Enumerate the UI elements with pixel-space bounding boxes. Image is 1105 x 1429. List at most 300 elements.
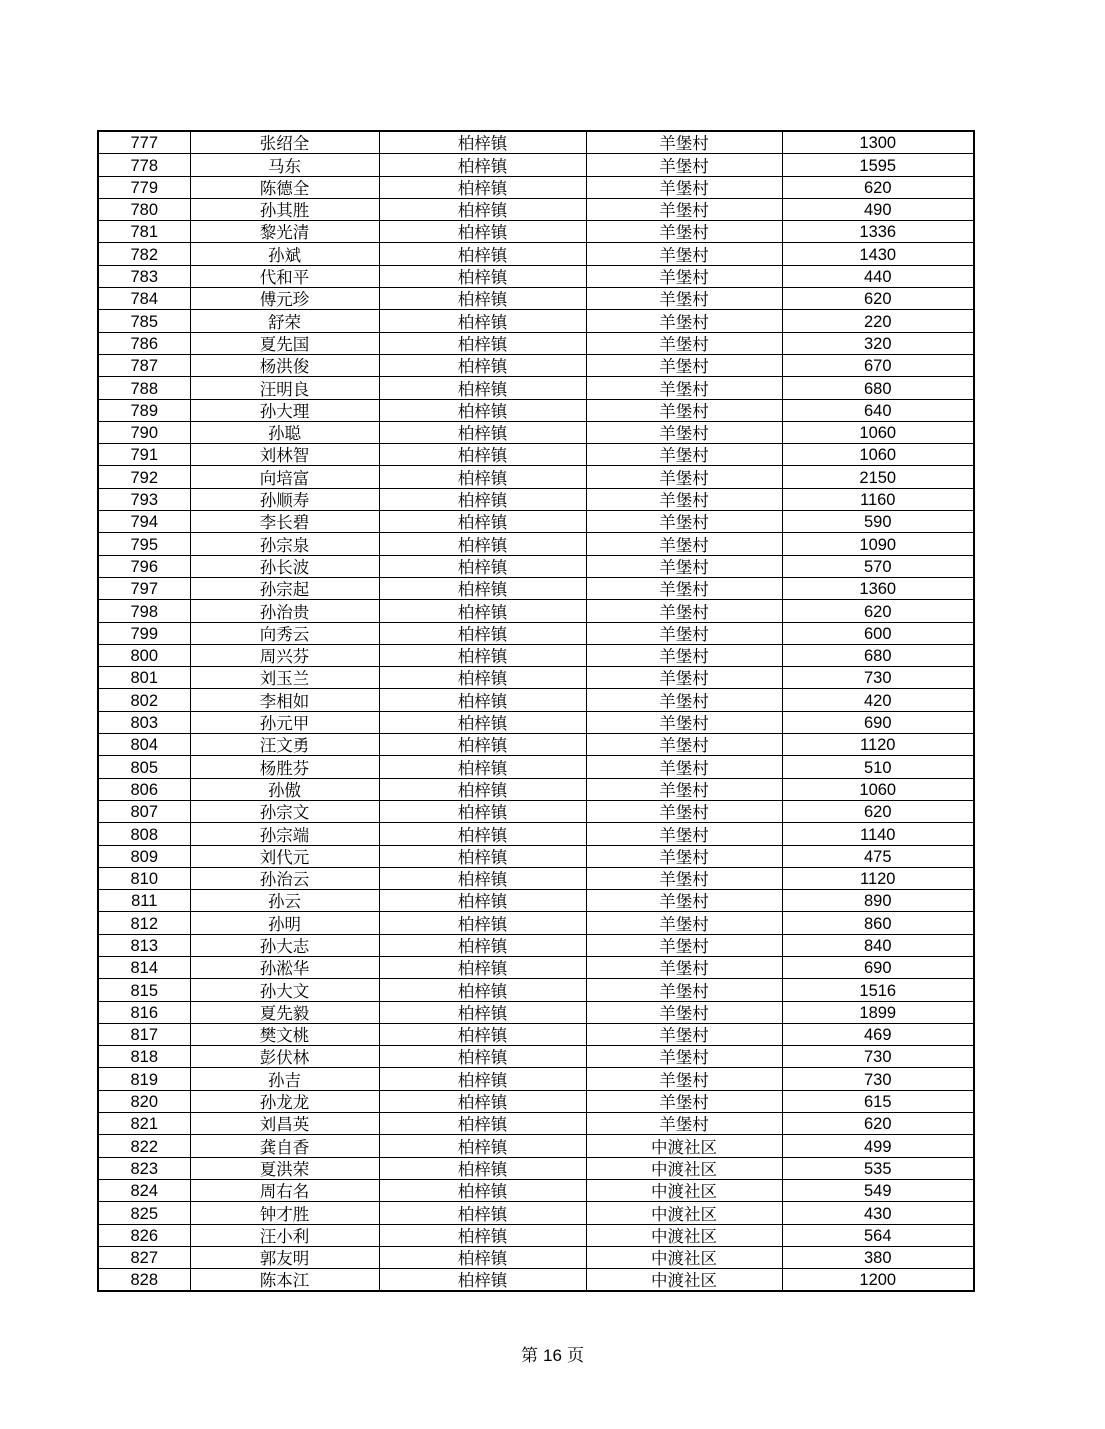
cell-town: 柏梓镇: [379, 845, 586, 867]
table-row: [98, 243, 974, 265]
cell-village: 羊堡村: [586, 154, 782, 176]
cell-amount: 680: [782, 377, 974, 399]
table-row: [98, 1269, 974, 1292]
cell-number: 802: [98, 689, 190, 711]
cell-village: 中渡社区: [586, 1179, 782, 1201]
cell-name: 孙其胜: [190, 198, 379, 220]
cell-village: 中渡社区: [586, 1202, 782, 1224]
cell-village: 羊堡村: [586, 1068, 782, 1090]
cell-number: 815: [98, 979, 190, 1001]
table-row: [98, 689, 974, 711]
cell-number: 793: [98, 488, 190, 510]
cell-name: 陈德全: [190, 176, 379, 198]
table-row: [98, 466, 974, 488]
cell-amount: 475: [782, 845, 974, 867]
table-row: [98, 867, 974, 889]
table-row: [98, 912, 974, 934]
cell-amount: 570: [782, 555, 974, 577]
cell-village: 羊堡村: [586, 131, 782, 154]
table-row: [98, 131, 974, 154]
cell-number: 826: [98, 1224, 190, 1246]
cell-town: 柏梓镇: [379, 243, 586, 265]
cell-town: 柏梓镇: [379, 310, 586, 332]
cell-name: 张绍全: [190, 131, 379, 154]
cell-town: 柏梓镇: [379, 131, 586, 154]
cell-town: 柏梓镇: [379, 1001, 586, 1023]
cell-number: 817: [98, 1023, 190, 1045]
cell-name: 刘昌英: [190, 1113, 379, 1135]
cell-name: 刘玉兰: [190, 667, 379, 689]
cell-village: 羊堡村: [586, 1001, 782, 1023]
cell-amount: 840: [782, 934, 974, 956]
cell-amount: 690: [782, 956, 974, 978]
cell-village: 羊堡村: [586, 1046, 782, 1068]
table-row: [98, 622, 974, 644]
cell-village: 羊堡村: [586, 533, 782, 555]
table-row: [98, 354, 974, 376]
cell-number: 783: [98, 265, 190, 287]
cell-number: 800: [98, 644, 190, 666]
cell-town: 柏梓镇: [379, 890, 586, 912]
cell-name: 孙治贵: [190, 600, 379, 622]
cell-amount: 420: [782, 689, 974, 711]
cell-number: 813: [98, 934, 190, 956]
cell-number: 811: [98, 890, 190, 912]
cell-village: 羊堡村: [586, 421, 782, 443]
cell-town: 柏梓镇: [379, 488, 586, 510]
cell-name: 舒荣: [190, 310, 379, 332]
cell-name: 樊文桃: [190, 1023, 379, 1045]
cell-name: 向培富: [190, 466, 379, 488]
cell-town: 柏梓镇: [379, 1246, 586, 1268]
cell-name: 孙长波: [190, 555, 379, 577]
cell-village: 羊堡村: [586, 488, 782, 510]
cell-name: 孙斌: [190, 243, 379, 265]
cell-name: 夏先国: [190, 332, 379, 354]
cell-amount: 469: [782, 1023, 974, 1045]
table-row: [98, 778, 974, 800]
table-row: [98, 734, 974, 756]
cell-name: 孙大志: [190, 934, 379, 956]
cell-amount: 1120: [782, 734, 974, 756]
cell-village: 羊堡村: [586, 711, 782, 733]
cell-name: 傅元珍: [190, 288, 379, 310]
table-row: [98, 488, 974, 510]
cell-town: 柏梓镇: [379, 934, 586, 956]
cell-name: 孙宗文: [190, 800, 379, 822]
cell-name: 孙聪: [190, 421, 379, 443]
page-label-suffix: 页: [566, 1346, 584, 1366]
cell-town: 柏梓镇: [379, 667, 586, 689]
page-footer: [0, 1341, 1105, 1366]
cell-name: 孙宗端: [190, 823, 379, 845]
cell-amount: 1120: [782, 867, 974, 889]
cell-amount: 730: [782, 1046, 974, 1068]
cell-name: 汪明良: [190, 377, 379, 399]
cell-amount: 690: [782, 711, 974, 733]
table-row: [98, 1179, 974, 1201]
table-row: [98, 198, 974, 220]
cell-amount: 620: [782, 1113, 974, 1135]
table-row: [98, 1068, 974, 1090]
cell-number: 777: [98, 131, 190, 154]
cell-amount: 1336: [782, 221, 974, 243]
cell-town: 柏梓镇: [379, 734, 586, 756]
cell-name: 孙明: [190, 912, 379, 934]
cell-number: 796: [98, 555, 190, 577]
cell-number: 797: [98, 577, 190, 599]
cell-village: 羊堡村: [586, 845, 782, 867]
cell-village: 中渡社区: [586, 1269, 782, 1292]
cell-number: 790: [98, 421, 190, 443]
table-row: [98, 823, 974, 845]
page-number: 16: [543, 1346, 562, 1365]
cell-number: 798: [98, 600, 190, 622]
cell-town: 柏梓镇: [379, 154, 586, 176]
cell-name: 孙大理: [190, 399, 379, 421]
cell-number: 788: [98, 377, 190, 399]
cell-number: 828: [98, 1269, 190, 1292]
table-row: [98, 1113, 974, 1135]
cell-village: 羊堡村: [586, 800, 782, 822]
cell-amount: 535: [782, 1157, 974, 1179]
cell-number: 810: [98, 867, 190, 889]
cell-amount: 890: [782, 890, 974, 912]
cell-number: 821: [98, 1113, 190, 1135]
cell-name: 孙傲: [190, 778, 379, 800]
cell-village: 羊堡村: [586, 867, 782, 889]
table-row: [98, 711, 974, 733]
table-row: [98, 956, 974, 978]
cell-town: 柏梓镇: [379, 1068, 586, 1090]
cell-village: 羊堡村: [586, 288, 782, 310]
cell-number: 824: [98, 1179, 190, 1201]
cell-name: 郭友明: [190, 1246, 379, 1268]
data-table: [97, 130, 975, 1292]
cell-number: 782: [98, 243, 190, 265]
cell-town: 柏梓镇: [379, 1224, 586, 1246]
cell-village: 羊堡村: [586, 377, 782, 399]
table-row: [98, 756, 974, 778]
cell-name: 孙大文: [190, 979, 379, 1001]
cell-village: 羊堡村: [586, 444, 782, 466]
table-row: [98, 1001, 974, 1023]
table-row: [98, 533, 974, 555]
cell-town: 柏梓镇: [379, 800, 586, 822]
table-row: [98, 265, 974, 287]
cell-town: 柏梓镇: [379, 265, 586, 287]
cell-number: 819: [98, 1068, 190, 1090]
table-row: [98, 377, 974, 399]
cell-name: 李长碧: [190, 511, 379, 533]
table-row: [98, 845, 974, 867]
cell-name: 孙顺寿: [190, 488, 379, 510]
cell-name: 周兴芬: [190, 644, 379, 666]
table-row: [98, 444, 974, 466]
cell-village: 羊堡村: [586, 667, 782, 689]
table-row: [98, 1224, 974, 1246]
cell-town: 柏梓镇: [379, 600, 586, 622]
table-row: [98, 979, 974, 1001]
table-row: [98, 890, 974, 912]
cell-amount: 510: [782, 756, 974, 778]
cell-amount: 730: [782, 667, 974, 689]
table-row: [98, 1202, 974, 1224]
cell-village: 羊堡村: [586, 1113, 782, 1135]
cell-amount: 1300: [782, 131, 974, 154]
cell-town: 柏梓镇: [379, 956, 586, 978]
table-row: [98, 511, 974, 533]
cell-town: 柏梓镇: [379, 288, 586, 310]
cell-number: 801: [98, 667, 190, 689]
table-row: [98, 934, 974, 956]
cell-number: 781: [98, 221, 190, 243]
cell-name: 汪小利: [190, 1224, 379, 1246]
cell-name: 刘代元: [190, 845, 379, 867]
cell-number: 785: [98, 310, 190, 332]
cell-village: 羊堡村: [586, 577, 782, 599]
cell-number: 812: [98, 912, 190, 934]
cell-number: 803: [98, 711, 190, 733]
cell-amount: 1060: [782, 421, 974, 443]
table-row: [98, 176, 974, 198]
cell-amount: 564: [782, 1224, 974, 1246]
cell-amount: 730: [782, 1068, 974, 1090]
cell-town: 柏梓镇: [379, 221, 586, 243]
cell-name: 孙宗起: [190, 577, 379, 599]
cell-village: 羊堡村: [586, 890, 782, 912]
table-body: [98, 131, 974, 1291]
cell-town: 柏梓镇: [379, 979, 586, 1001]
cell-village: 中渡社区: [586, 1135, 782, 1157]
cell-town: 柏梓镇: [379, 1179, 586, 1201]
cell-name: 彭伏林: [190, 1046, 379, 1068]
cell-town: 柏梓镇: [379, 1157, 586, 1179]
cell-amount: 490: [782, 198, 974, 220]
cell-village: 羊堡村: [586, 555, 782, 577]
cell-amount: 220: [782, 310, 974, 332]
cell-name: 周右名: [190, 1179, 379, 1201]
cell-town: 柏梓镇: [379, 1023, 586, 1045]
cell-town: 柏梓镇: [379, 711, 586, 733]
cell-town: 柏梓镇: [379, 444, 586, 466]
cell-name: 陈本江: [190, 1269, 379, 1292]
cell-village: 羊堡村: [586, 756, 782, 778]
cell-name: 孙吉: [190, 1068, 379, 1090]
cell-town: 柏梓镇: [379, 1269, 586, 1292]
cell-number: 778: [98, 154, 190, 176]
cell-number: 816: [98, 1001, 190, 1023]
table-row: [98, 332, 974, 354]
cell-name: 孙元甲: [190, 711, 379, 733]
cell-amount: 1060: [782, 778, 974, 800]
cell-amount: 860: [782, 912, 974, 934]
table-row: [98, 221, 974, 243]
table-row: [98, 310, 974, 332]
cell-village: 羊堡村: [586, 265, 782, 287]
cell-name: 钟才胜: [190, 1202, 379, 1224]
cell-village: 羊堡村: [586, 399, 782, 421]
cell-number: 823: [98, 1157, 190, 1179]
cell-number: 784: [98, 288, 190, 310]
cell-village: 中渡社区: [586, 1224, 782, 1246]
cell-village: 中渡社区: [586, 1157, 782, 1179]
cell-amount: 1160: [782, 488, 974, 510]
cell-town: 柏梓镇: [379, 511, 586, 533]
cell-amount: 620: [782, 800, 974, 822]
cell-number: 779: [98, 176, 190, 198]
cell-number: 805: [98, 756, 190, 778]
cell-village: 羊堡村: [586, 332, 782, 354]
cell-town: 柏梓镇: [379, 1090, 586, 1112]
cell-number: 795: [98, 533, 190, 555]
cell-village: 羊堡村: [586, 198, 782, 220]
cell-town: 柏梓镇: [379, 354, 586, 376]
cell-town: 柏梓镇: [379, 399, 586, 421]
cell-village: 中渡社区: [586, 1246, 782, 1268]
cell-amount: 620: [782, 176, 974, 198]
cell-amount: 1430: [782, 243, 974, 265]
cell-number: 804: [98, 734, 190, 756]
cell-number: 822: [98, 1135, 190, 1157]
table-row: [98, 667, 974, 689]
cell-amount: 680: [782, 644, 974, 666]
table-row: [98, 555, 974, 577]
cell-amount: 430: [782, 1202, 974, 1224]
table-row: [98, 421, 974, 443]
cell-village: 羊堡村: [586, 466, 782, 488]
cell-amount: 620: [782, 288, 974, 310]
table-row: [98, 1246, 974, 1268]
cell-village: 羊堡村: [586, 1090, 782, 1112]
cell-town: 柏梓镇: [379, 778, 586, 800]
cell-name: 杨洪俊: [190, 354, 379, 376]
cell-village: 羊堡村: [586, 310, 782, 332]
cell-village: 羊堡村: [586, 221, 782, 243]
cell-name: 孙云: [190, 890, 379, 912]
cell-village: 羊堡村: [586, 600, 782, 622]
cell-town: 柏梓镇: [379, 577, 586, 599]
cell-name: 汪文勇: [190, 734, 379, 756]
cell-town: 柏梓镇: [379, 332, 586, 354]
cell-village: 羊堡村: [586, 243, 782, 265]
cell-village: 羊堡村: [586, 823, 782, 845]
cell-amount: 380: [782, 1246, 974, 1268]
page-label-prefix: 第: [521, 1346, 539, 1366]
cell-name: 杨胜芬: [190, 756, 379, 778]
cell-amount: 600: [782, 622, 974, 644]
cell-town: 柏梓镇: [379, 867, 586, 889]
table-row: [98, 154, 974, 176]
table-row: [98, 600, 974, 622]
cell-town: 柏梓镇: [379, 176, 586, 198]
cell-name: 向秀云: [190, 622, 379, 644]
cell-village: 羊堡村: [586, 1023, 782, 1045]
cell-name: 黎光清: [190, 221, 379, 243]
cell-amount: 640: [782, 399, 974, 421]
table-row: [98, 1046, 974, 1068]
cell-number: 809: [98, 845, 190, 867]
cell-number: 780: [98, 198, 190, 220]
cell-village: 羊堡村: [586, 734, 782, 756]
cell-amount: 440: [782, 265, 974, 287]
cell-village: 羊堡村: [586, 956, 782, 978]
cell-number: 794: [98, 511, 190, 533]
cell-number: 814: [98, 956, 190, 978]
cell-name: 龚自香: [190, 1135, 379, 1157]
cell-amount: 590: [782, 511, 974, 533]
cell-village: 羊堡村: [586, 778, 782, 800]
cell-amount: 549: [782, 1179, 974, 1201]
cell-village: 羊堡村: [586, 979, 782, 1001]
cell-amount: 620: [782, 600, 974, 622]
cell-amount: 670: [782, 354, 974, 376]
table-row: [98, 399, 974, 421]
cell-town: 柏梓镇: [379, 756, 586, 778]
cell-town: 柏梓镇: [379, 622, 586, 644]
table-row: [98, 800, 974, 822]
cell-town: 柏梓镇: [379, 198, 586, 220]
cell-number: 786: [98, 332, 190, 354]
cell-town: 柏梓镇: [379, 466, 586, 488]
cell-number: 791: [98, 444, 190, 466]
cell-village: 羊堡村: [586, 622, 782, 644]
cell-name: 代和平: [190, 265, 379, 287]
cell-town: 柏梓镇: [379, 1135, 586, 1157]
cell-name: 孙淞华: [190, 956, 379, 978]
cell-number: 806: [98, 778, 190, 800]
cell-town: 柏梓镇: [379, 533, 586, 555]
cell-town: 柏梓镇: [379, 1046, 586, 1068]
table-row: [98, 288, 974, 310]
cell-name: 刘林智: [190, 444, 379, 466]
cell-number: 792: [98, 466, 190, 488]
cell-amount: 1899: [782, 1001, 974, 1023]
cell-number: 827: [98, 1246, 190, 1268]
cell-name: 夏先毅: [190, 1001, 379, 1023]
cell-village: 羊堡村: [586, 934, 782, 956]
cell-name: 孙龙龙: [190, 1090, 379, 1112]
table-row: [98, 577, 974, 599]
table-row: [98, 1090, 974, 1112]
cell-number: 820: [98, 1090, 190, 1112]
table-row: [98, 644, 974, 666]
cell-amount: 1060: [782, 444, 974, 466]
cell-number: 808: [98, 823, 190, 845]
cell-village: 羊堡村: [586, 912, 782, 934]
cell-amount: 499: [782, 1135, 974, 1157]
cell-amount: 1140: [782, 823, 974, 845]
cell-town: 柏梓镇: [379, 823, 586, 845]
cell-amount: 1595: [782, 154, 974, 176]
cell-town: 柏梓镇: [379, 912, 586, 934]
cell-name: 马东: [190, 154, 379, 176]
cell-town: 柏梓镇: [379, 644, 586, 666]
cell-name: 李相如: [190, 689, 379, 711]
table-row: [98, 1135, 974, 1157]
cell-amount: 1360: [782, 577, 974, 599]
cell-town: 柏梓镇: [379, 421, 586, 443]
cell-name: 孙宗泉: [190, 533, 379, 555]
cell-town: 柏梓镇: [379, 1113, 586, 1135]
cell-number: 787: [98, 354, 190, 376]
cell-number: 818: [98, 1046, 190, 1068]
cell-name: 孙治云: [190, 867, 379, 889]
cell-amount: 615: [782, 1090, 974, 1112]
cell-amount: 1090: [782, 533, 974, 555]
cell-village: 羊堡村: [586, 354, 782, 376]
cell-number: 789: [98, 399, 190, 421]
